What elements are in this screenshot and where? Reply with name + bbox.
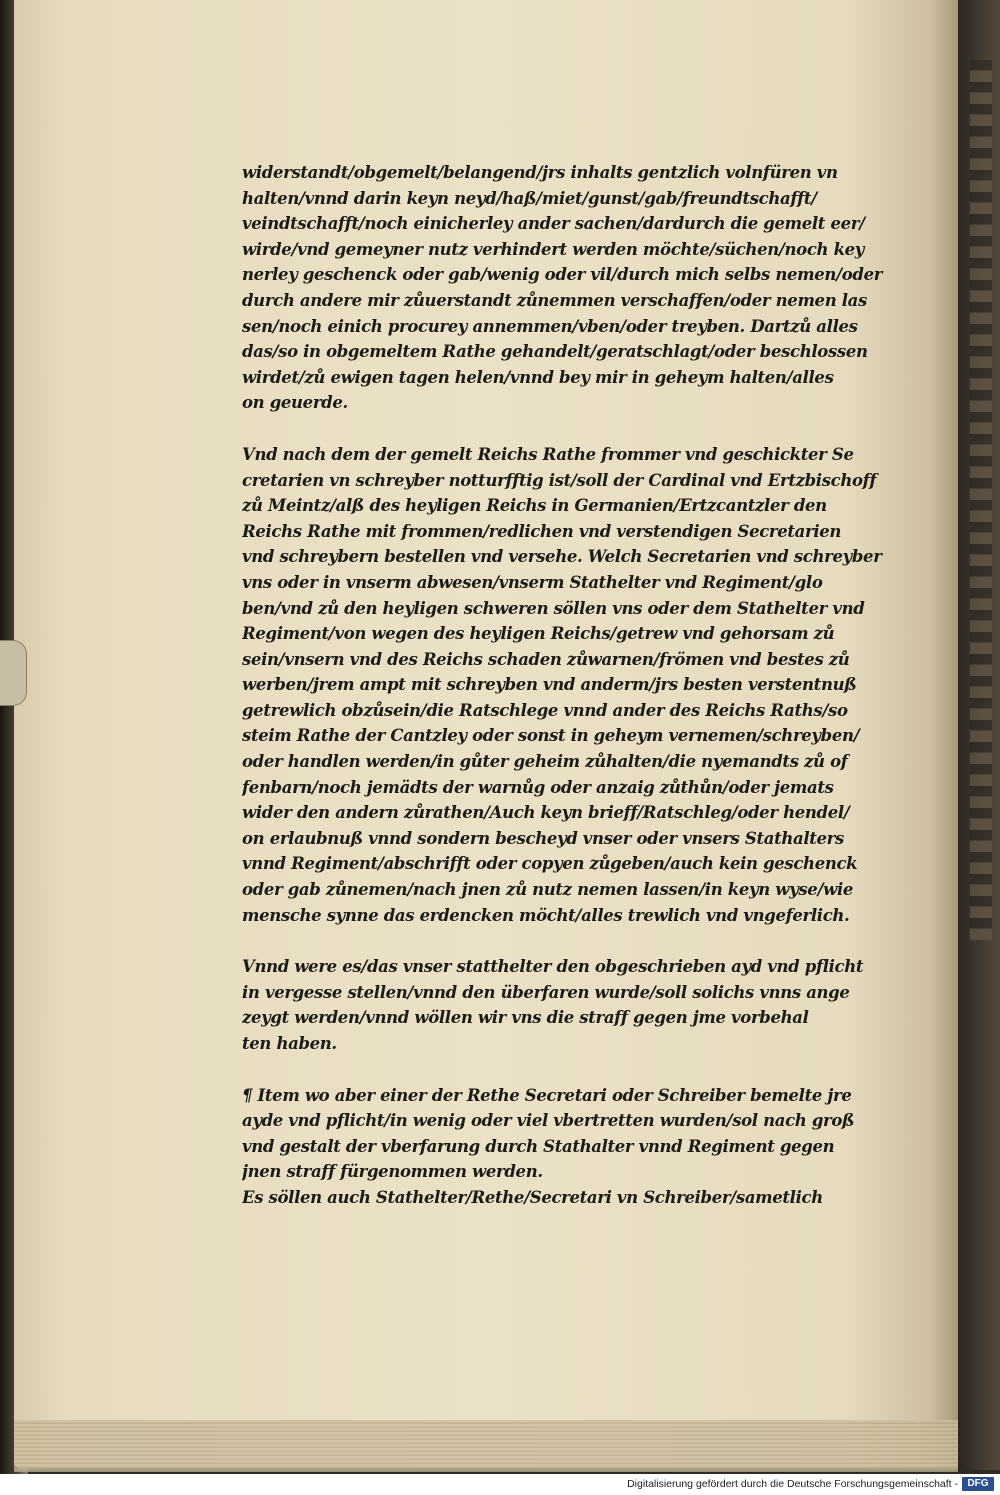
text-line: halten/vnnd darin keyn neyd/haß/miet/gunst/gab/freundtschafft/ bbox=[242, 188, 817, 208]
paragraph-gap bbox=[242, 416, 890, 442]
text-line: jnen straff fürgenommen werden. bbox=[242, 1162, 543, 1182]
text-line: durch andere mir zůuerstandt zůnemmen verschaffen/oder nemen las bbox=[242, 290, 867, 310]
paragraph-3 bbox=[242, 954, 890, 1056]
text-line: Vnd nach dem der gemelt Reichs Rathe frommer vnd geschickter Se bbox=[242, 444, 854, 464]
paragraph-2 bbox=[242, 442, 890, 928]
text-line: zů Meintz/alß des heyligen Reichs in Germanien/Ertzcantzler den bbox=[242, 496, 827, 516]
text-line: Vnnd were es/das vnser statthelter den obgeschrieben ayd vnd pflicht bbox=[242, 957, 864, 977]
text-line: ayde vnd pflicht/in wenig oder viel vbertretten wurden/sol nach groß bbox=[242, 1111, 855, 1131]
dfg-logo: DFG bbox=[962, 1477, 994, 1491]
text-line: werben/jrem ampt mit schreyben vnd anderm/jrs besten verstentnuß bbox=[242, 675, 857, 695]
text-line: on geuerde. bbox=[242, 393, 348, 413]
text-line: on erlaubnuß vnnd sondern bescheyd vnser oder vnsers Stathalters bbox=[242, 828, 844, 848]
text-line: vnd schreybern bestellen vnd versehe. Welch Secretarien vnd schreyber bbox=[242, 547, 882, 567]
text-line: wirde/vnd gemeyner nutz verhindert werden möchte/süchen/noch key bbox=[242, 239, 865, 259]
paragraph-4 bbox=[242, 1083, 890, 1211]
text-line: veindtschafft/noch einicherley ander sachen/dardurch die gemelt eer/ bbox=[242, 214, 865, 234]
text-block bbox=[242, 160, 890, 1211]
text-line: sein/vnsern vnd des Reichs schaden zůwarnen/frömen vnd bestes zů bbox=[242, 649, 850, 669]
text-line: fenbarn/noch jemädts der warnůg oder anzaig zůthůn/oder jemats bbox=[242, 777, 834, 797]
text-line: zeygt werden/vnnd wöllen wir vns die straff gegen jme vorbehal bbox=[242, 1008, 809, 1028]
text-line: Regiment/von wegen des heyligen Reichs/getrew vnd gehorsam zů bbox=[242, 624, 835, 644]
text-line: sen/noch einich procurey annemmen/vben/oder treyben. Dartzů alles bbox=[242, 316, 858, 336]
facing-page-text-edge bbox=[970, 60, 992, 940]
paragraph-1 bbox=[242, 160, 890, 416]
text-line: getrewlich obzůsein/die Ratschlege vnnd ander des Reichs Raths/so bbox=[242, 700, 848, 720]
text-line: wider den andern zůrathen/Auch keyn brieff/Ratschleg/oder hendel/ bbox=[242, 803, 850, 823]
text-line: vnnd Regiment/abschrifft oder copyen zůgeben/auch kein geschenck bbox=[242, 854, 858, 874]
text-line: das/so in obgemeltem Rathe gehandelt/geratschlagt/oder beschlossen bbox=[242, 342, 868, 362]
text-line: oder gab zůnemen/nach jnen zů nutz nemen lassen/in keyn wyse/wie bbox=[242, 880, 854, 900]
text-line: cretarien vn schreyber notturfftig ist/soll der Cardinal vnd Ertzbischoff bbox=[242, 470, 877, 490]
text-line: vns oder in vnserm abwesen/vnserm Stathelter vnd Regiment/glo bbox=[242, 572, 823, 592]
text-line: in vergesse stellen/vnnd den überfaren wurde/soll solichs vnns ange bbox=[242, 982, 850, 1002]
text-line: ben/vnd zů den heyligen schweren söllen vns oder dem Stathelter vnd bbox=[242, 598, 865, 618]
text-line: ¶ Item wo aber einer der Rethe Secretari oder Schreiber bemelte jre bbox=[242, 1085, 852, 1105]
text-line: Reichs Rathe mit frommen/redlichen vnd verstendigen Secretarien bbox=[242, 521, 842, 541]
text-line: widerstandt/obgemelt/belangend/jrs inhalts gentzlich volnfüren vn bbox=[242, 163, 838, 182]
text-line: vnd gestalt der vberfarung durch Stathalter vnnd Regiment gegen bbox=[242, 1136, 835, 1156]
text-line: wirdet/zů ewigen tagen helen/vnnd bey mir in geheym halten/alles bbox=[242, 367, 834, 387]
text-line: nerley geschenck oder gab/wenig oder vil/durch mich selbs nemen/oder bbox=[242, 265, 883, 285]
text-line: Es söllen auch Stathelter/Rethe/Secretari vn Schreiber/sametlich bbox=[242, 1187, 823, 1207]
text-line: mensche synne das erdencken möcht/alles trewlich vnd vngeferlich. bbox=[242, 905, 850, 925]
text-line: steim Rathe der Cantzley oder sonst in geheym vernemen/schreyben/ bbox=[242, 726, 860, 746]
text-line: oder handlen werden/in gůter geheim zůhalten/die nyemandts zů of bbox=[242, 752, 848, 772]
paragraph-gap bbox=[242, 1057, 890, 1083]
funding-notice: Digitalisierung gefördert durch die Deutsche Forschungsgemeinschaft - bbox=[627, 1478, 958, 1490]
text-line: ten haben. bbox=[242, 1034, 337, 1053]
binding-clip bbox=[0, 640, 27, 706]
page-stack-edge bbox=[14, 1420, 958, 1472]
paragraph-gap bbox=[242, 928, 890, 954]
